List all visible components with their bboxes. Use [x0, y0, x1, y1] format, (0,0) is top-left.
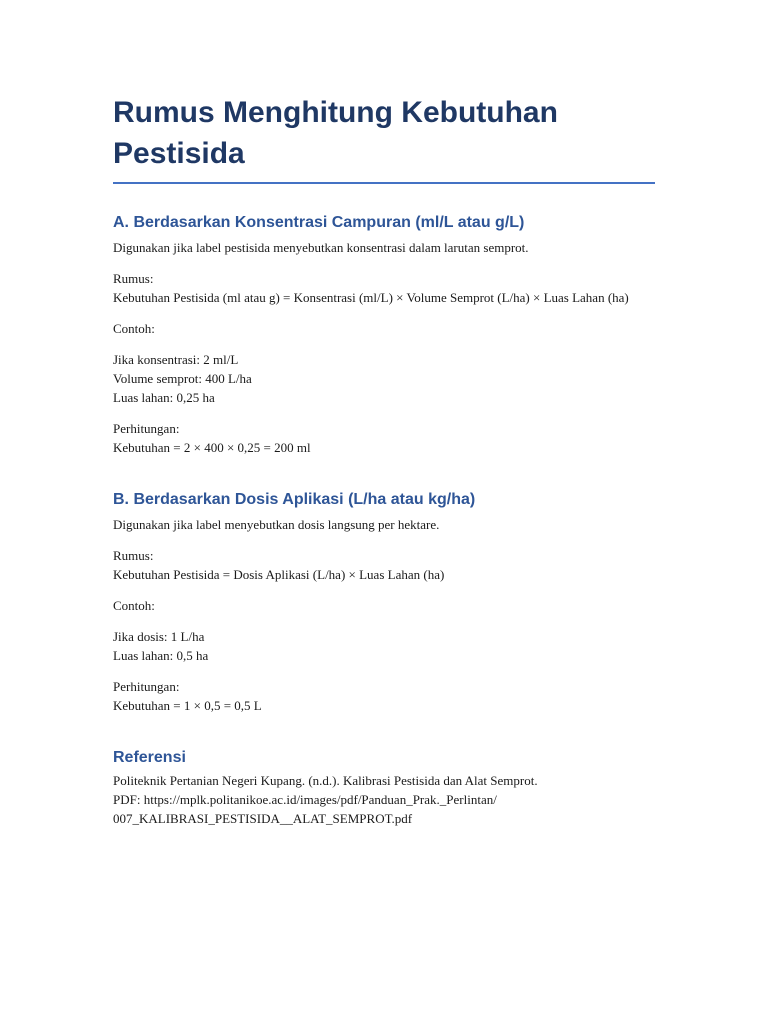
section-a-example-line: Luas lahan: 0,25 ha [113, 390, 215, 405]
section-b-calc-label: Perhitungan: [113, 679, 180, 694]
reference-pdf-url: PDF: https://mplk.politanikoe.ac.id/images/pdf/Panduan_Prak._Perlintan/ [113, 792, 497, 807]
section-a-formula-label: Rumus: [113, 271, 154, 286]
section-b-example-label: Contoh: [113, 598, 155, 613]
section-a-formula-block [113, 269, 655, 307]
section-a-example-line: Jika konsentrasi: 2 ml/L [113, 352, 239, 367]
section-b-heading: B. Berdasarkan Dosis Aplikasi (L/ha atau kg/ha) [113, 491, 476, 508]
section-a-heading: A. Berdasarkan Konsentrasi Campuran (ml/L atau g/L) [113, 214, 525, 231]
document-content [113, 92, 655, 828]
references-heading: Referensi [113, 749, 186, 766]
references-body [113, 771, 655, 828]
section-b-example-line: Jika dosis: 1 L/ha [113, 629, 205, 644]
section-b-formula-block [113, 546, 655, 584]
section-b-example-lines [113, 627, 655, 665]
section-a-intro: Digunakan jika label pestisida menyebutkan konsentrasi dalam larutan semprot. [113, 240, 529, 255]
section-b-example-line: Luas lahan: 0,5 ha [113, 648, 209, 663]
reference-pdf-url-cont: 007_KALIBRASI_PESTISIDA__ALAT_SEMPROT.pdf [113, 811, 413, 826]
section-a-calc-label: Perhitungan: [113, 421, 180, 436]
section-a-calc: Kebutuhan = 2 × 400 × 0,25 = 200 ml [113, 440, 311, 455]
section-b-calc-block [113, 677, 655, 715]
section-b-formula-label: Rumus: [113, 548, 154, 563]
section-a-example-line: Volume semprot: 400 L/ha [113, 371, 252, 386]
reference-citation: Politeknik Pertanian Negeri Kupang. (n.d.). Kalibrasi Pestisida dan Alat Semprot. [113, 773, 538, 788]
section-b-calc: Kebutuhan = 1 × 0,5 = 0,5 L [113, 698, 262, 713]
section-a-example-lines [113, 350, 655, 407]
section-a-example-label: Contoh: [113, 321, 155, 336]
section-b-intro: Digunakan jika label menyebutkan dosis langsung per hektare. [113, 517, 440, 532]
section-a-formula: Kebutuhan Pestisida (ml atau g) = Konsentrasi (ml/L) × Volume Semprot (L/ha) × Luas Lahan (ha) [113, 290, 629, 305]
page-title: Rumus Menghitung Kebutuhan Pestisida [113, 92, 655, 184]
section-b-formula: Kebutuhan Pestisida = Dosis Aplikasi (L/ha) × Luas Lahan (ha) [113, 567, 445, 582]
section-a-calc-block [113, 419, 655, 457]
